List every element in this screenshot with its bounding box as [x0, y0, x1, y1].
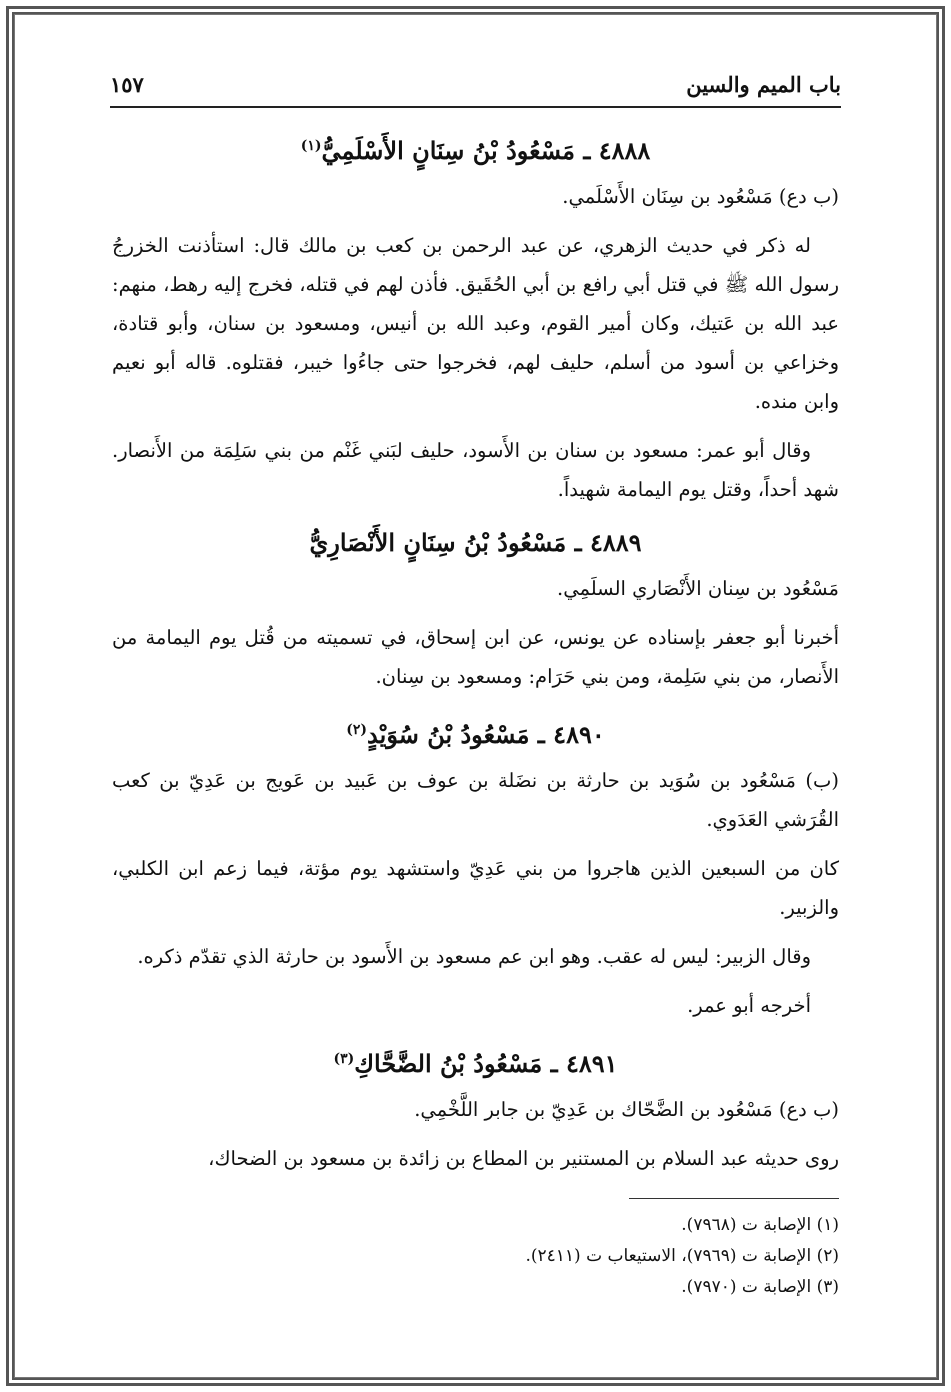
entry-title-text: ٤٨٨٩ ـ مَسْعُودُ بْنُ سِنَانٍ الأَنْصَارِيُّ [309, 528, 642, 557]
entry-source-line: (ب دع) مَسْعُود بن الضَّحّاك بن عَدِيّ بن جابر اللَّخْمِي. [414, 1098, 839, 1121]
footnote: (١) الإصابة ت (٧٩٦٨). [681, 1215, 839, 1235]
entry-title [112, 122, 839, 175]
footnote-rule [629, 1198, 839, 1199]
entry-title [112, 1035, 839, 1088]
footnotes [112, 1210, 839, 1303]
footnote-ref: (١) [300, 138, 322, 154]
entry-paragraph: له ذكر في حديث الزهري، عن عبد الرحمن بن كعب بن مالك قال: استأذنت الخزرجُ رسول الله ﷺ في قتل أبي رافع بن أبي الحُقَيق. فأذن لهم في قتله، فخرج إليه رهط، منهم: عبد الله بن عَتيك، وكان أمير القوم، وعبد الله بن أنيس، ومسعود بن سنان، وأبو قتادة، وخزاعي بن أسود من أسلم، حليف لهم، فخرجوا حتى جاءُوا خيبر، فقتلوه. قاله أبو نعيم وابن منده. [112, 234, 839, 413]
entry-source-line: مَسْعُود بن سِنان الأَنْصَاري السلَمِي. [557, 577, 839, 600]
entry-source-line: (ب دع) مَسْعُود بن سِنَان الأَسْلَمي. [562, 185, 839, 208]
entry-title-text: ٤٨٩١ ـ مَسْعُودُ بْنُ الضَّحَّاكِ [354, 1049, 618, 1078]
entry-title-text: ٤٨٨٨ ـ مَسْعُودُ بْنُ سِنَانٍ الأَسْلَمِيُّ [321, 136, 651, 165]
entry-title [112, 519, 839, 567]
entry-paragraph: وقال الزبير: ليس له عقب. وهو ابن عم مسعود بن الأَسود بن حارثة الذي تقدّم ذكره. [137, 945, 811, 968]
entry-paragraph: وقال أبو عمر: مسعود بن سنان بن الأَسود، حليف لبَني غَنْم من بني سَلِمَة من الأَنصار. شهد أحداً، وقتل يوم اليمامة شهيداً. [112, 439, 839, 501]
entry-paragraph: روى حديثه عبد السلام بن المستنير بن المطاع بن زائدة بن مسعود بن الضحاك، [208, 1147, 839, 1170]
footnote: (٣) الإصابة ت (٧٩٧٠). [681, 1277, 839, 1297]
chapter-title: باب الميم والسين [686, 71, 841, 97]
header-rule [110, 106, 841, 108]
entry-title [112, 706, 839, 759]
entry-paragraph: أخبرنا أبو جعفر بإسناده عن يونس، عن ابن إسحاق، في تسميته من قُتل يوم اليمامة من الأَنصار، من بني سَلِمة، ومن بني حَرَام: ومسعود بن سِنان. [112, 626, 839, 688]
entry-title-text: ٤٨٩٠ ـ مَسْعُودُ بْنُ سُوَيْدٍ [367, 720, 605, 749]
footnote: (٢) الإصابة ت (٧٩٦٩)، الاستيعاب ت (٢٤١١). [525, 1246, 839, 1266]
entry-paragraph: أخرجه أبو عمر. [687, 994, 811, 1017]
page-number: ١٥٧ [110, 71, 144, 97]
entry-source-line: (ب) مَسْعُود بن سُوَيد بن حارثة بن نضَلة بن عوف بن عَبيد بن عَويج بن عَدِيّ بن كعب القُرَشي العَدَوي. [112, 769, 839, 831]
running-header [110, 64, 841, 104]
footnote-ref: (٣) [333, 1051, 355, 1067]
main-text [112, 118, 839, 1188]
entry-paragraph: كان من السبعين الذين هاجروا من بني عَدِيّ واستشهد يوم مؤتة، فيما زعم ابن الكلبي، والزبير. [112, 857, 839, 919]
footnote-ref: (٢) [346, 722, 368, 738]
